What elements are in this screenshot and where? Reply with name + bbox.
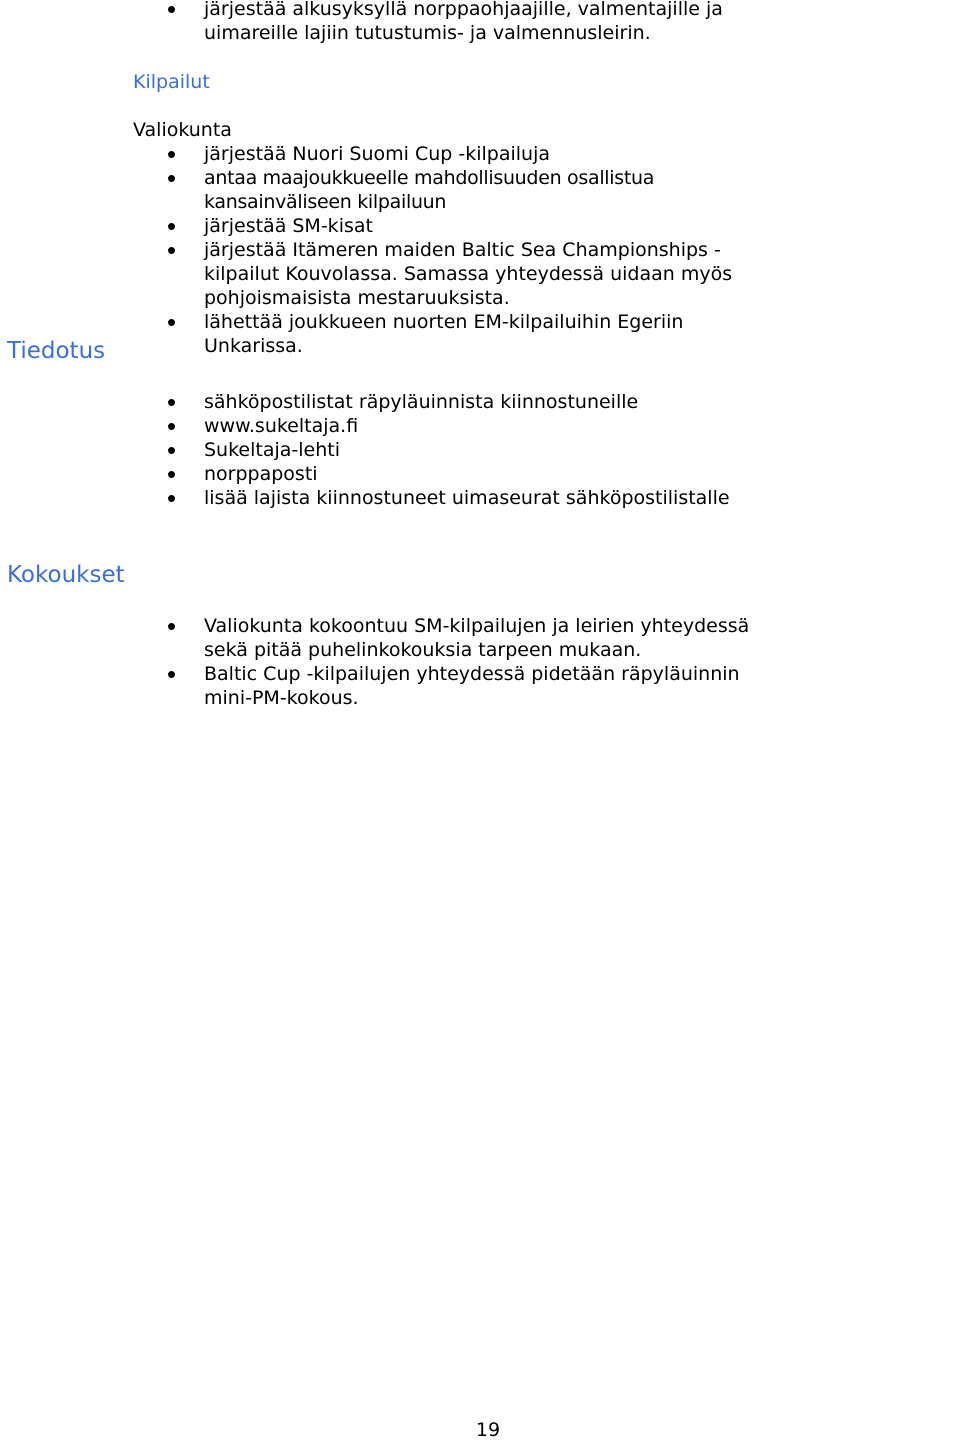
intro-list: [0, 0, 756, 45]
kokoukset-section: [0, 614, 756, 710]
list-item: lisää lajista kiinnostuneet uimaseurat sähköpostilistalle: [0, 486, 756, 510]
kilpailut-heading: Kilpailut: [133, 71, 210, 93]
list-item: Sukeltaja-lehti: [0, 438, 756, 462]
kilpailut-list: [0, 142, 756, 358]
list-item: Baltic Cup -kilpailujen yhteydessä pidetään räpyläuinnin mini-PM-kokous.: [0, 662, 756, 710]
list-item: sähköpostilistat räpyläuinnista kiinnostuneille: [0, 390, 756, 414]
bullet-icon: [168, 175, 175, 182]
tiedotus-heading: Tiedotus: [7, 338, 106, 364]
kilpailut-section: [0, 142, 756, 358]
tiedotus-section: [0, 390, 756, 510]
list-item: järjestää alkusyksyllä norppaohjaajille, valmentajille ja uimareille lajiin tutustumis- ja valmennusleirin.: [0, 0, 756, 45]
list-item: järjestää Nuori Suomi Cup -kilpailuja: [0, 142, 756, 166]
page-number: 19: [475, 1419, 501, 1441]
list-item: Valiokunta kokoontuu SM-kilpailujen ja leirien yhteydessä sekä pitää puhelinkokouksia tarpeen mukaan.: [0, 614, 756, 662]
tiedotus-list: [0, 390, 756, 510]
bullet-icon: [168, 471, 175, 478]
intro-section: [0, 0, 756, 45]
bullet-icon: [168, 623, 175, 630]
list-item: antaa maajoukkueelle mahdollisuuden osallistua kansainväliseen kilpailuun: [0, 166, 756, 214]
list-item: järjestää Itämeren maiden Baltic Sea Championships -kilpailut Kouvolassa. Samassa yhteydessä uidaan myös pohjoismaisista mestaruuksista.: [0, 238, 756, 310]
kilpailut-subheading: Valiokunta: [133, 119, 232, 141]
bullet-icon: [168, 423, 175, 430]
bullet-icon: [168, 447, 175, 454]
list-item: lähettää joukkueen nuorten EM-kilpailuihin Egeriin Unkarissa.: [0, 310, 756, 358]
bullet-icon: [168, 399, 175, 406]
bullet-icon: [168, 6, 175, 13]
kokoukset-heading: Kokoukset: [7, 562, 125, 588]
bullet-icon: [168, 319, 175, 326]
list-item: norppaposti: [0, 462, 756, 486]
list-item: www.sukeltaja.fi: [0, 414, 756, 438]
kokoukset-list: [0, 614, 756, 710]
bullet-icon: [168, 247, 175, 254]
bullet-icon: [168, 151, 175, 158]
bullet-icon: [168, 223, 175, 230]
list-item: järjestää SM-kisat: [0, 214, 756, 238]
bullet-icon: [168, 671, 175, 678]
bullet-icon: [168, 495, 175, 502]
